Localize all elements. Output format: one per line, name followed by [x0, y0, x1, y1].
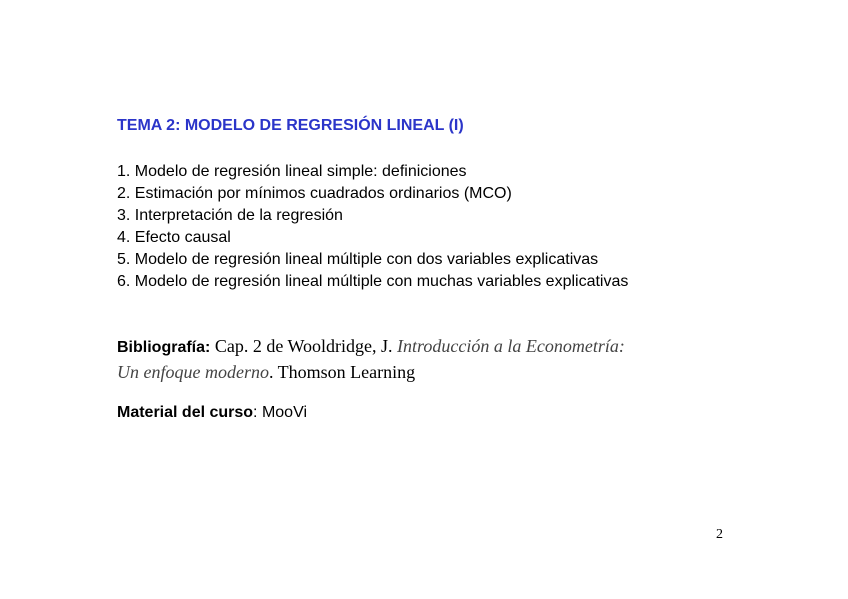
topic-item: 5. Modelo de regresión lineal múltiple con dos variables explicativas [117, 251, 599, 268]
page-number: 2 [716, 527, 723, 542]
bibliography-prefix: Cap. 2 de Wooldridge, J. [210, 336, 398, 356]
bibliography-line-1 [117, 334, 625, 360]
slide-title: TEMA 2: MODELO DE REGRESIÓN LINEAL (I) [117, 117, 464, 134]
bibliography-label: Bibliografía: [117, 339, 211, 356]
topic-item: 6. Modelo de regresión lineal múltiple con muchas variables explicativas [117, 273, 629, 290]
book-title-part-1: Introducción a la Econometría: [397, 336, 625, 356]
course-material-separator: : [253, 404, 262, 421]
topic-item: 2. Estimación por mínimos cuadrados ordinarios (MCO) [117, 185, 512, 202]
bibliography [117, 334, 625, 385]
course-material [117, 404, 307, 422]
topic-item: 1. Modelo de regresión lineal simple: definiciones [117, 163, 467, 180]
topic-list [117, 161, 628, 293]
topic-item: 3. Interpretación de la regresión [117, 207, 343, 224]
course-material-value: MooVi [261, 404, 307, 421]
bibliography-publisher: . Thomson Learning [268, 362, 416, 382]
bibliography-line-2 [117, 360, 625, 385]
topic-item: 4. Efecto causal [117, 229, 231, 246]
course-material-label: Material del curso [117, 404, 254, 421]
book-title-part-2: Un enfoque moderno [117, 362, 269, 382]
